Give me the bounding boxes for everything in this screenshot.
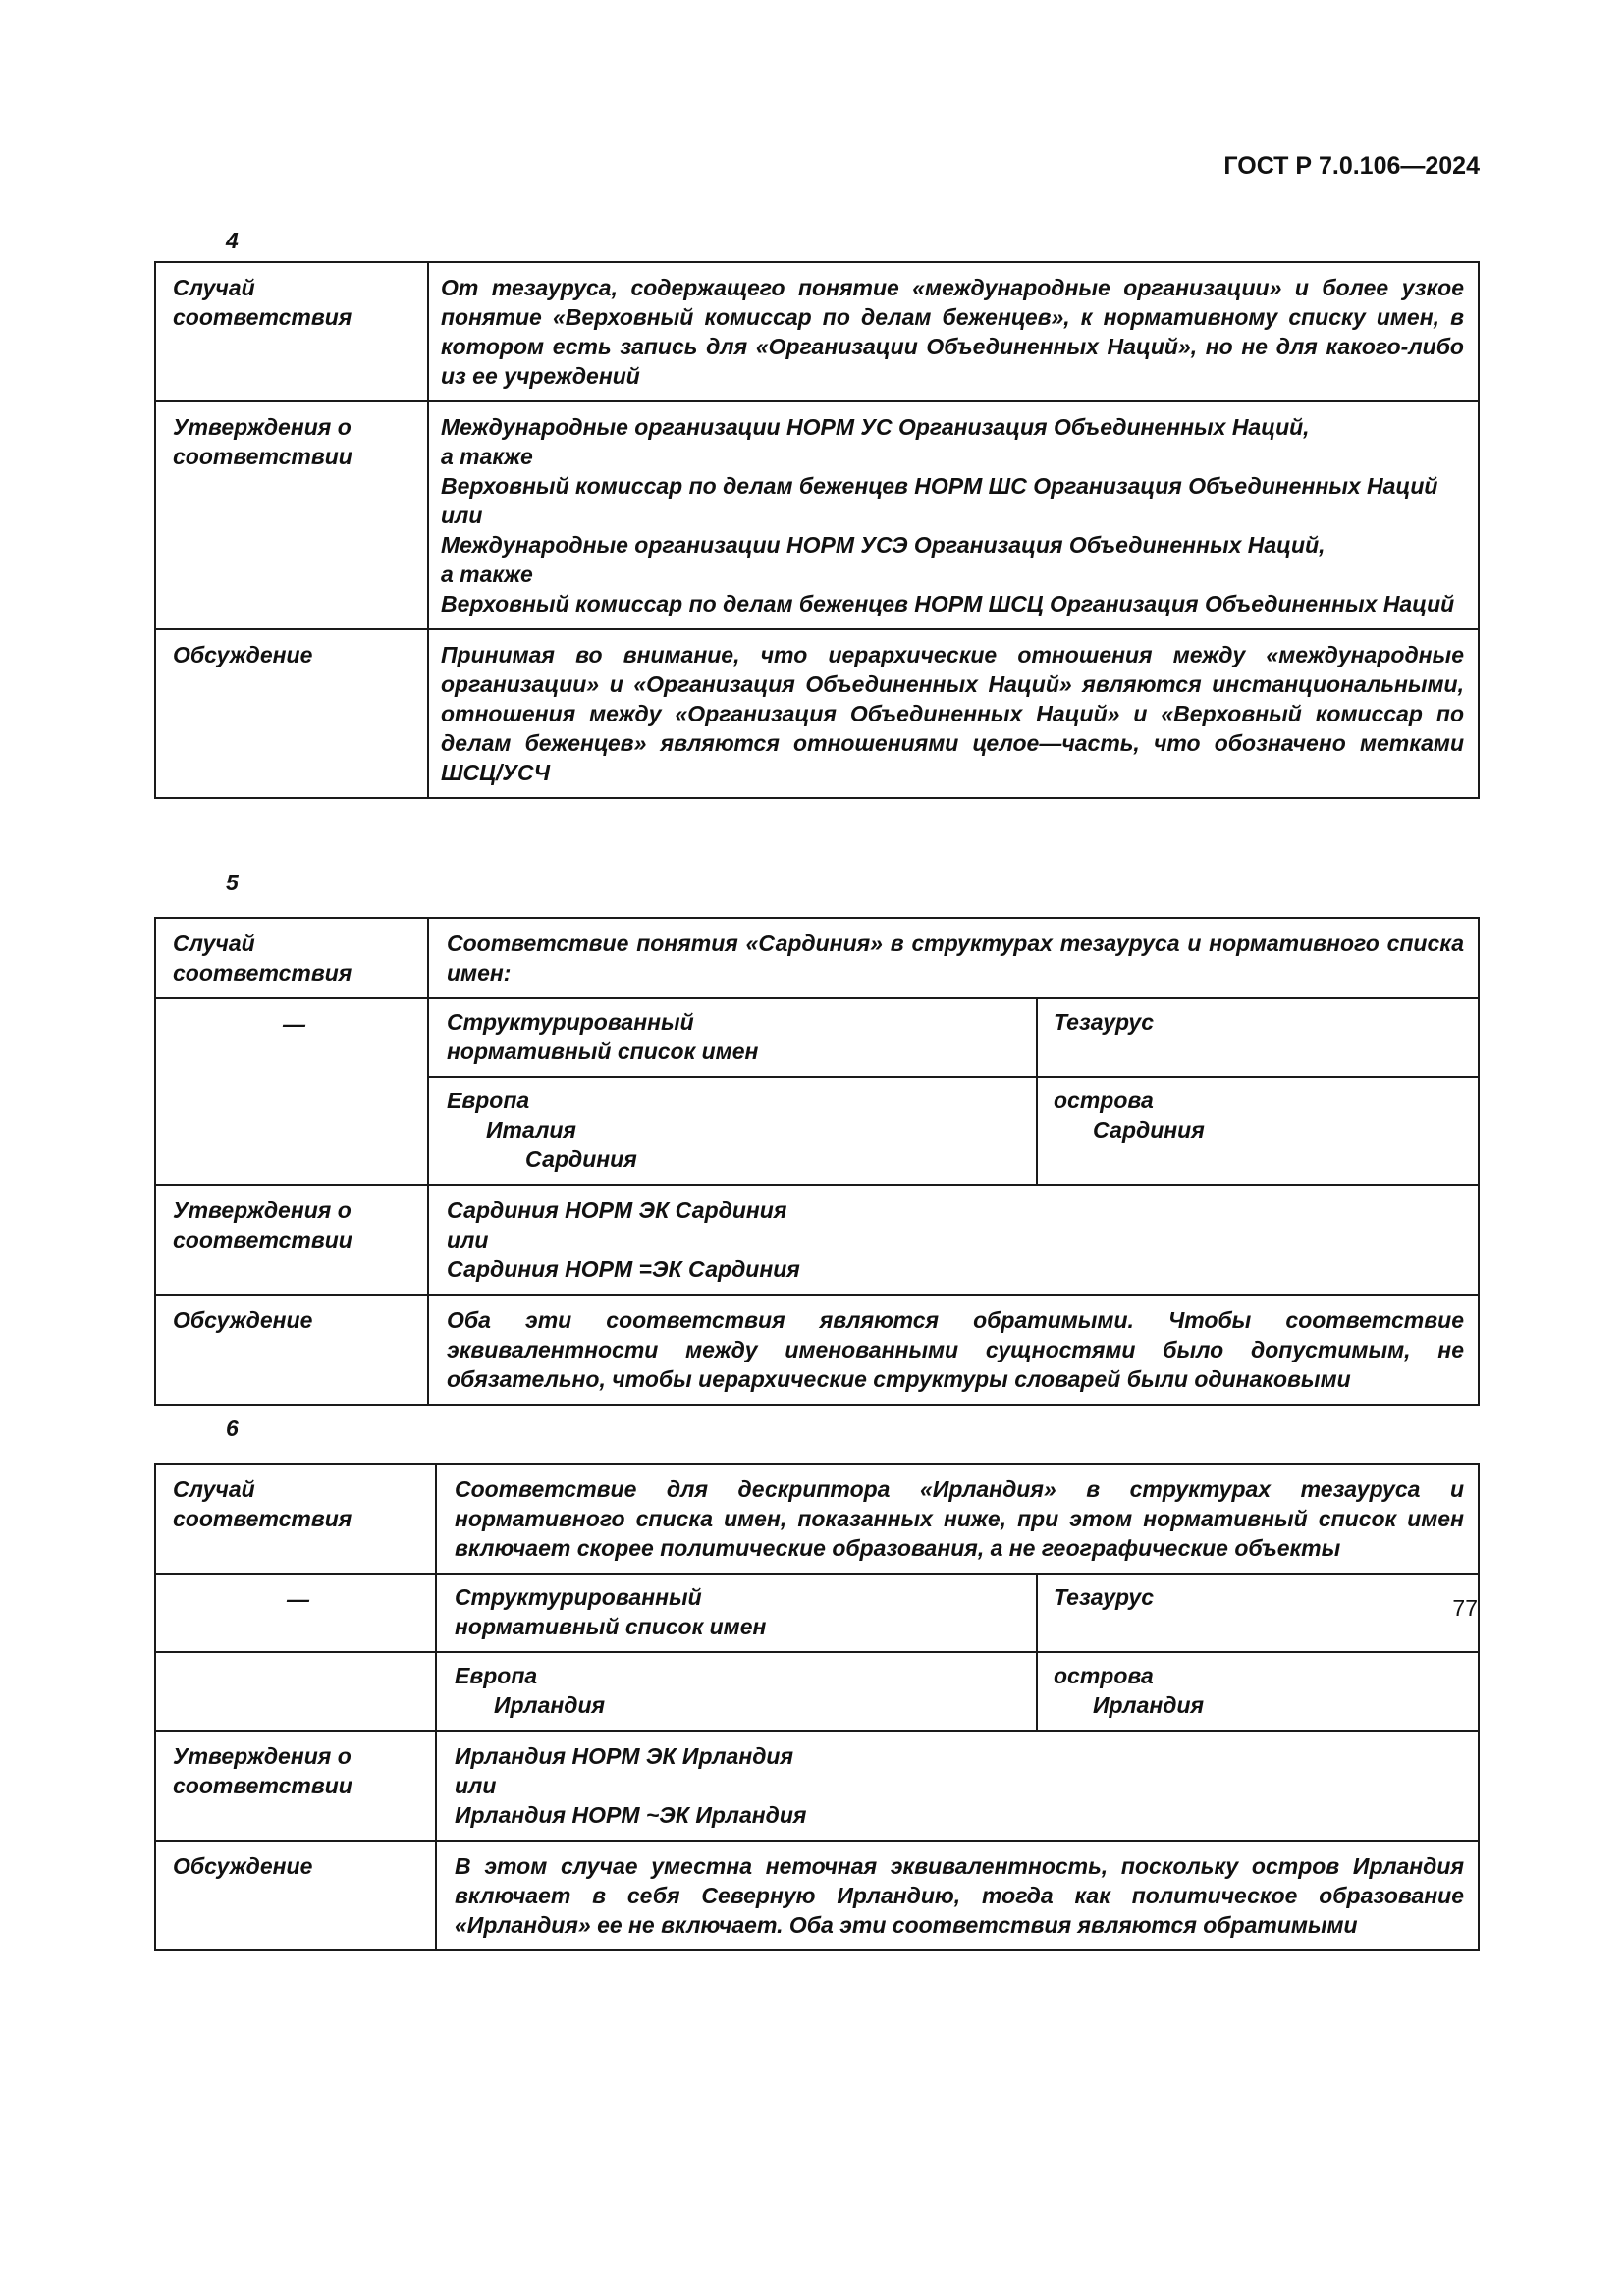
example-number: 4: [226, 228, 239, 253]
tree-node: Сардиния: [1093, 1117, 1205, 1143]
mapping-table-4: [154, 261, 1480, 799]
document-header: ГОСТ Р 7.0.106—2024: [1223, 152, 1480, 180]
statements-label: Утверждения о соответствии: [155, 401, 428, 629]
table-row: [155, 401, 1479, 629]
statement-line: а также: [441, 561, 533, 587]
header-line: нормативный список имен: [455, 1614, 767, 1639]
dash-cell: —: [155, 1574, 436, 1652]
tree-node: острова: [1054, 1663, 1154, 1688]
discussion-label: Обсуждение: [155, 1841, 436, 1950]
header-line: Структурированный: [455, 1584, 702, 1610]
table-row: [155, 1185, 1479, 1295]
statement-line: Сардиния НОРМ ЭК Сардиния: [447, 1198, 787, 1223]
case-label: Случай соответствия: [155, 918, 428, 998]
table-row: [155, 1574, 1479, 1652]
example-number: 5: [226, 870, 239, 895]
mapping-table-5: [154, 917, 1480, 1406]
tree-node: Ирландия: [1093, 1692, 1205, 1718]
statements-cell: [428, 401, 1479, 629]
tree-node: Европа: [455, 1663, 538, 1688]
discussion-label: Обсуждение: [155, 629, 428, 798]
statement-line: Верховный комиссар по делам беженцев НОРМ ШС Организация Объединенных Наций: [441, 473, 1438, 499]
statement-line: Сардиния НОРМ =ЭК Сардиния: [447, 1256, 800, 1282]
structured-list-tree: [428, 1077, 1037, 1185]
example-number: 6: [226, 1415, 239, 1441]
case-label: Случай соответствия: [155, 1464, 436, 1574]
header-line: нормативный список имен: [447, 1039, 759, 1064]
dash-cell: —: [155, 998, 428, 1185]
thesaurus-tree: [1037, 1652, 1479, 1731]
empty-cell: [155, 1652, 436, 1731]
table-row: [155, 1731, 1479, 1841]
discussion-label: Обсуждение: [155, 1295, 428, 1405]
table-row: [155, 629, 1479, 798]
case-text: От тезауруса, содержащего понятие «международные организации» и более узкое понятие «Верховный комиссар по делам беженцев», к нормативному списку имен, в котором есть запись для «Организации Объединенных Наций», но не для какого-либо из ее учреждений: [428, 262, 1479, 401]
tree-node: Сардиния: [525, 1147, 637, 1172]
table-row: [155, 262, 1479, 401]
case-text: Соответствие для дескриптора «Ирландия» в структурах тезауруса и нормативного списка имен, показанных ниже, при этом нормативный список имен включает скорее политические образования, а не географические объекты: [436, 1464, 1479, 1574]
discussion-text: В этом случае уместна неточная эквивалентность, поскольку остров Ирландия включает в себя Северную Ирландию, тогда как политическое образование «Ирландия» ее не включает. Оба эти соответствия являются обратимыми: [436, 1841, 1479, 1950]
case-text: Соответствие понятия «Сардиния» в структурах тезауруса и нормативного списка имен:: [428, 918, 1479, 998]
statements-cell: [436, 1731, 1479, 1841]
table-row: [155, 1652, 1479, 1731]
statements-cell: [428, 1185, 1479, 1295]
statement-line: или: [455, 1773, 497, 1798]
structured-list-header: [436, 1574, 1037, 1652]
statement-line: Ирландия НОРМ ~ЭК Ирландия: [455, 1802, 807, 1828]
page-number: 77: [1452, 1595, 1478, 1621]
statement-line: или: [441, 503, 483, 528]
tree-node: Европа: [447, 1088, 530, 1113]
case-label: Случай соответствия: [155, 262, 428, 401]
table-row: [155, 918, 1479, 998]
table-row: [155, 1295, 1479, 1405]
discussion-text: Оба эти соответствия являются обратимыми. Чтобы соответствие эквивалентности между именованными сущностями было допустимым, не обязательно, чтобы иерархические структуры словарей были одинаковыми: [428, 1295, 1479, 1405]
statement-line: Верховный комиссар по делам беженцев НОРМ ШСЦ Организация Объединенных Наций: [441, 591, 1455, 616]
statement-line: или: [447, 1227, 489, 1253]
header-line: Структурированный: [447, 1009, 694, 1035]
tree-node: острова: [1054, 1088, 1154, 1113]
mapping-table-6: [154, 1463, 1480, 1951]
statement-line: а также: [441, 444, 533, 469]
statement-line: Международные организации НОРМ УС Организация Объединенных Наций,: [441, 414, 1310, 440]
statement-line: Ирландия НОРМ ЭК Ирландия: [455, 1743, 794, 1769]
statement-line: Международные организации НОРМ УСЭ Организация Объединенных Наций,: [441, 532, 1326, 558]
table-row: [155, 1464, 1479, 1574]
table-row: [155, 998, 1479, 1077]
thesaurus-header: Тезаурус: [1037, 1574, 1479, 1652]
tree-node: Италия: [486, 1117, 576, 1143]
statements-label: Утверждения о соответствии: [155, 1185, 428, 1295]
statements-label: Утверждения о соответствии: [155, 1731, 436, 1841]
tree-node: Ирландия: [494, 1692, 606, 1718]
table-row: [155, 1841, 1479, 1950]
thesaurus-tree: [1037, 1077, 1479, 1185]
thesaurus-header: Тезаурус: [1037, 998, 1479, 1077]
structured-list-header: [428, 998, 1037, 1077]
structured-list-tree: [436, 1652, 1037, 1731]
discussion-text: Принимая во внимание, что иерархические отношения между «международные организации» и «Организация Объединенных Наций» являются инстанциональными, отношения между «Организация Объединенных Наций» и «Верховный комиссар по делам беженцев» являются отношениями целое—часть, что обозначено метками ШСЦ/УСЧ: [428, 629, 1479, 798]
